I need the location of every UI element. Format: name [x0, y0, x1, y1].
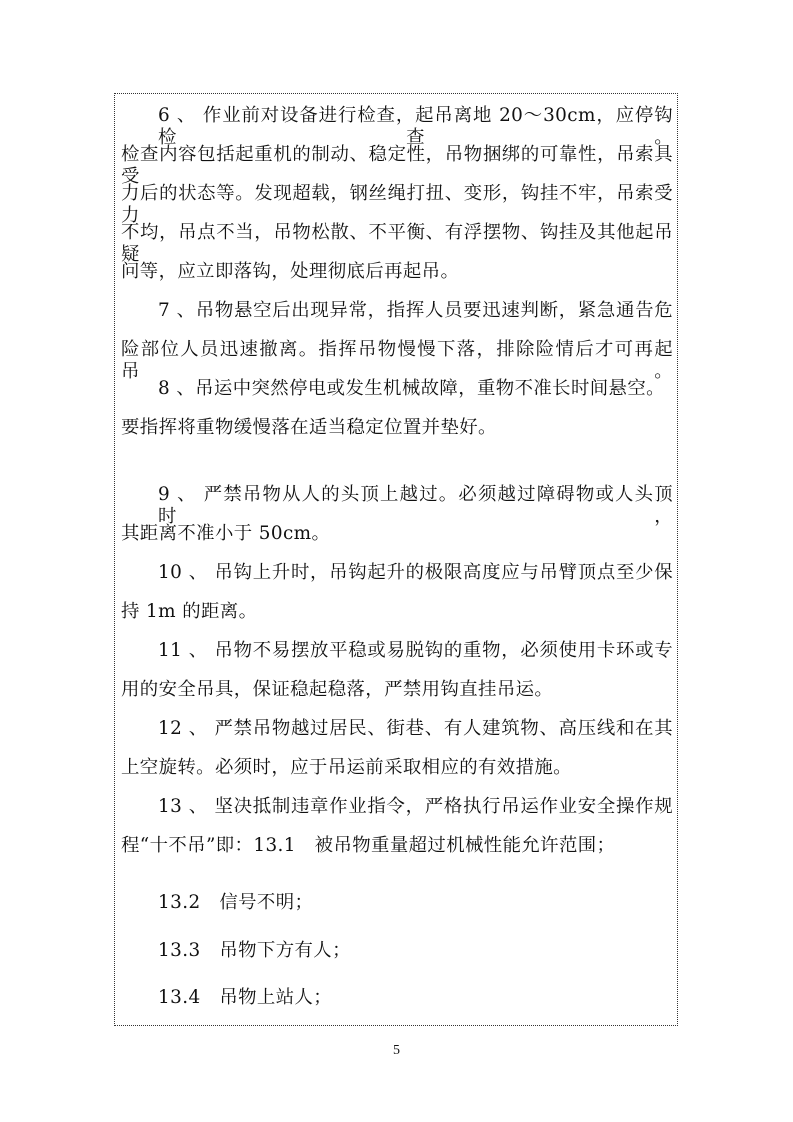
text-line: 上空旋转。必须时，应于吊运前采取相应的有效措施。 [121, 757, 572, 778]
text-line: 13.2 信号不明； [158, 892, 314, 913]
text-line: 问等，应立即落钩，处理彻底后再起吊。 [121, 261, 460, 282]
text-line: 7 、吊物悬空后出现异常，指挥人员要迅速判断，紧急通告危 [158, 300, 673, 321]
text-line: 用的安全吊具，保证稳起稳落，严禁用钩直挂吊运。 [121, 679, 554, 700]
text-line: 11 、 吊物不易摆放平稳或易脱钩的重物，必须使用卡环或专 [158, 640, 673, 661]
text-line: 10 、 吊钩上升时，吊钩起升的极限高度应与吊臂顶点至少保 [158, 562, 673, 583]
text-line: 13.3 吊物下方有人； [158, 940, 351, 961]
text-line: 要指挥将重物缓慢落在适当稳定位置并垫好。 [121, 417, 497, 438]
text-line: 12 、 严禁吊物越过居民、街巷、有人建筑物、高压线和在其 [158, 718, 673, 739]
text-line: 不均，吊点不当，吊物松散、不平衡、有浮摆物、钩挂及其他起吊疑 [121, 222, 673, 265]
page-number: 5 [393, 1043, 400, 1058]
text-line: 检查内容包括起重机的制动、稳定性，吊物捆绑的可靠性，吊索具受 [121, 144, 673, 187]
text-line: 6 、 作业前对设备进行检查，起吊离地 20～30cm，应停钩检查。 [158, 105, 673, 148]
text-line: 13 、 坚决抵制违章作业指令，严格执行吊运作业安全操作规 [158, 796, 673, 817]
text-line: 力后的状态等。发现超载，钢丝绳打扭、变形，钩挂不牢，吊索受力 [121, 183, 673, 226]
text-line: 持 1m 的距离。 [121, 601, 258, 622]
text-line: 其距离不准小于 50cm。 [121, 523, 331, 544]
text-line: 8 、吊运中突然停电或发生机械故障，重物不准长时间悬空。 [158, 378, 665, 399]
text-line: 程“十不吊”即：13.1 被吊物重量超过机械性能允许范围； [121, 835, 616, 856]
text-line: 9 、 严禁吊物从人的头顶上越过。必须越过障碍物或人头顶时， [158, 484, 673, 527]
text-line: 险部位人员迅速撤离。指挥吊物慢慢下落，排除险情后才可再起吊。 [121, 339, 673, 382]
text-line: 13.4 吊物上站人； [158, 987, 333, 1008]
